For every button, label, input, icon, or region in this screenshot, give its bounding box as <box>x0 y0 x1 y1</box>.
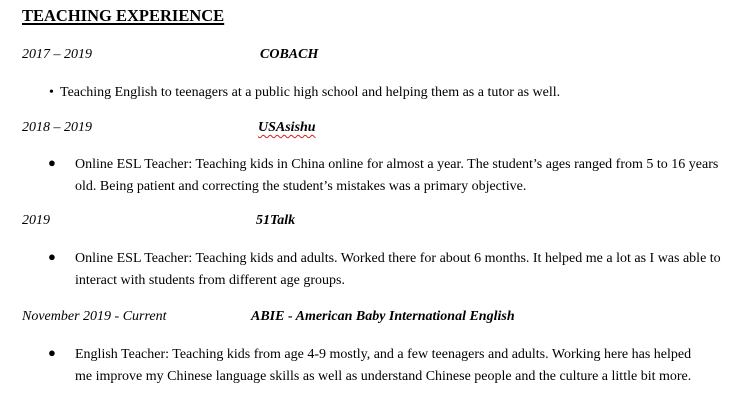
entry-date: November 2019 - Current <box>22 309 167 324</box>
entry-date: 2017 – 2019 <box>22 47 92 62</box>
bullet-icon: ● <box>48 345 56 360</box>
entry-date: 2019 <box>22 213 50 228</box>
bullet-icon: • <box>49 85 54 100</box>
entry-organization: COBACH <box>260 47 319 62</box>
bullet-icon: ● <box>48 155 56 170</box>
entry-description: Online ESL Teacher: Teaching kids and adults. Worked there for about 6 months. It helped me a lot as I was able to interact with students from different age groups. <box>75 251 721 288</box>
bullet-icon: ● <box>48 249 56 264</box>
entry-description: English Teacher: Teaching kids from age 4-9 mostly, and a few teenagers and adults. Working here has helped me improve my Chinese language skills as well as understand Chinese people and the culture a little bit more. <box>75 347 692 384</box>
entry-organization: ABIE - American Baby International English <box>251 309 515 324</box>
entry-organization: 51Talk <box>256 213 296 228</box>
entry-description: Online ESL Teacher: Teaching kids in China online for almost a year. The student’s ages ranged from 5 to 16 years old. Being patient and correcting the student’s mistakes was a primary objective. <box>75 157 719 194</box>
entry-description: Teaching English to teenagers at a public high school and helping them as a tutor as well. <box>60 85 561 100</box>
entry-date: 2018 – 2019 <box>22 120 92 135</box>
entry-organization: USAsishu <box>258 120 316 135</box>
section-heading: TEACHING EXPERIENCE <box>22 6 225 25</box>
